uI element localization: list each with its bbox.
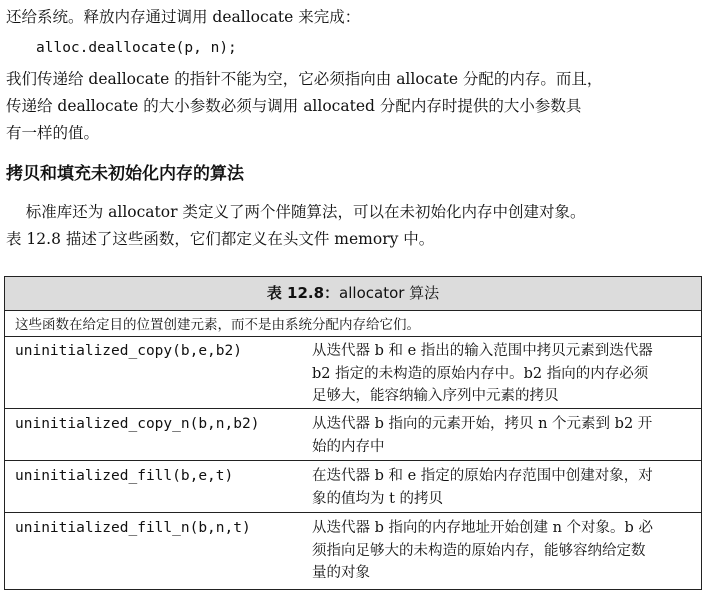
code-example: alloc.deallocate(p, n);: [36, 40, 237, 56]
row-divider: [5, 460, 701, 461]
function-name: uninitialized_copy(b,e,b2): [15, 343, 242, 359]
text-line-1: 还给系统。释放内存通过调用 deallocate 来完成：: [6, 8, 361, 26]
function-description: [312, 465, 698, 510]
function-description: [312, 340, 698, 408]
description-line: 始的内存中: [312, 438, 385, 455]
paragraph-3-line-1: 标准库还为 allocator 类定义了两个伴随算法，可以在未初始化内存中创建对象。: [6, 203, 586, 221]
function-name: uninitialized_copy_n(b,n,b2): [15, 416, 260, 432]
table-caption-title: allocator 算法: [339, 284, 440, 302]
description-line: 足够大，能容纳输入序列中元素的拷贝: [312, 388, 559, 404]
description-line: b2 指定的未构造的原始内存中。b2 指向的内存必须: [312, 365, 649, 382]
description-line: 从迭代器 b 和 e 指出的输入范围中拷贝元素到迭代器: [312, 343, 653, 359]
description-line: 象的值均为 t 的拷贝: [312, 490, 444, 507]
function-name: uninitialized_fill(b,e,t): [15, 468, 234, 484]
row-divider: [5, 408, 701, 409]
paragraph-2-line-3: 有一样的值。: [6, 124, 100, 142]
description-line: 量的对象: [312, 565, 370, 581]
paragraph-2-line-1: 我们传递给 deallocate 的指针不能为空，它必须指向由 allocate 分配的内存。而且，: [6, 70, 603, 88]
description-line: 须指向足够大的未构造的原始内存，能够容纳给定数: [312, 542, 646, 559]
paragraph-3-line-2: 表 12.8 描述了这些函数，它们都定义在头文件 memory 中。: [6, 230, 435, 248]
table-caption-number: 表 12.8：: [266, 284, 340, 302]
description-line: 从迭代器 b 指向的内存地址开始创建 n 个对象。b 必: [312, 520, 653, 536]
paragraph-2-line-2: 传递给 deallocate 的大小参数必须与调用 allocated 分配内存时提供的大小参数具: [6, 97, 582, 115]
row-divider: [5, 512, 701, 513]
function-description: [312, 517, 698, 585]
section-heading: 拷贝和填充未初始化内存的算法: [6, 164, 244, 184]
allocator-algorithms-table: [4, 276, 702, 590]
table-caption: [5, 277, 701, 311]
table-note-divider: [5, 336, 701, 337]
table-note: 这些函数在给定目的位置创建元素，而不是由系统分配内存给它们。: [15, 317, 420, 333]
function-name: uninitialized_fill_n(b,n,t): [15, 520, 251, 536]
description-line: 在迭代器 b 和 e 指定的原始内存范围中创建对象，对: [312, 468, 653, 484]
function-description: [312, 413, 698, 458]
description-line: 从迭代器 b 指向的元素开始，拷贝 n 个元素到 b2 开: [312, 416, 653, 432]
